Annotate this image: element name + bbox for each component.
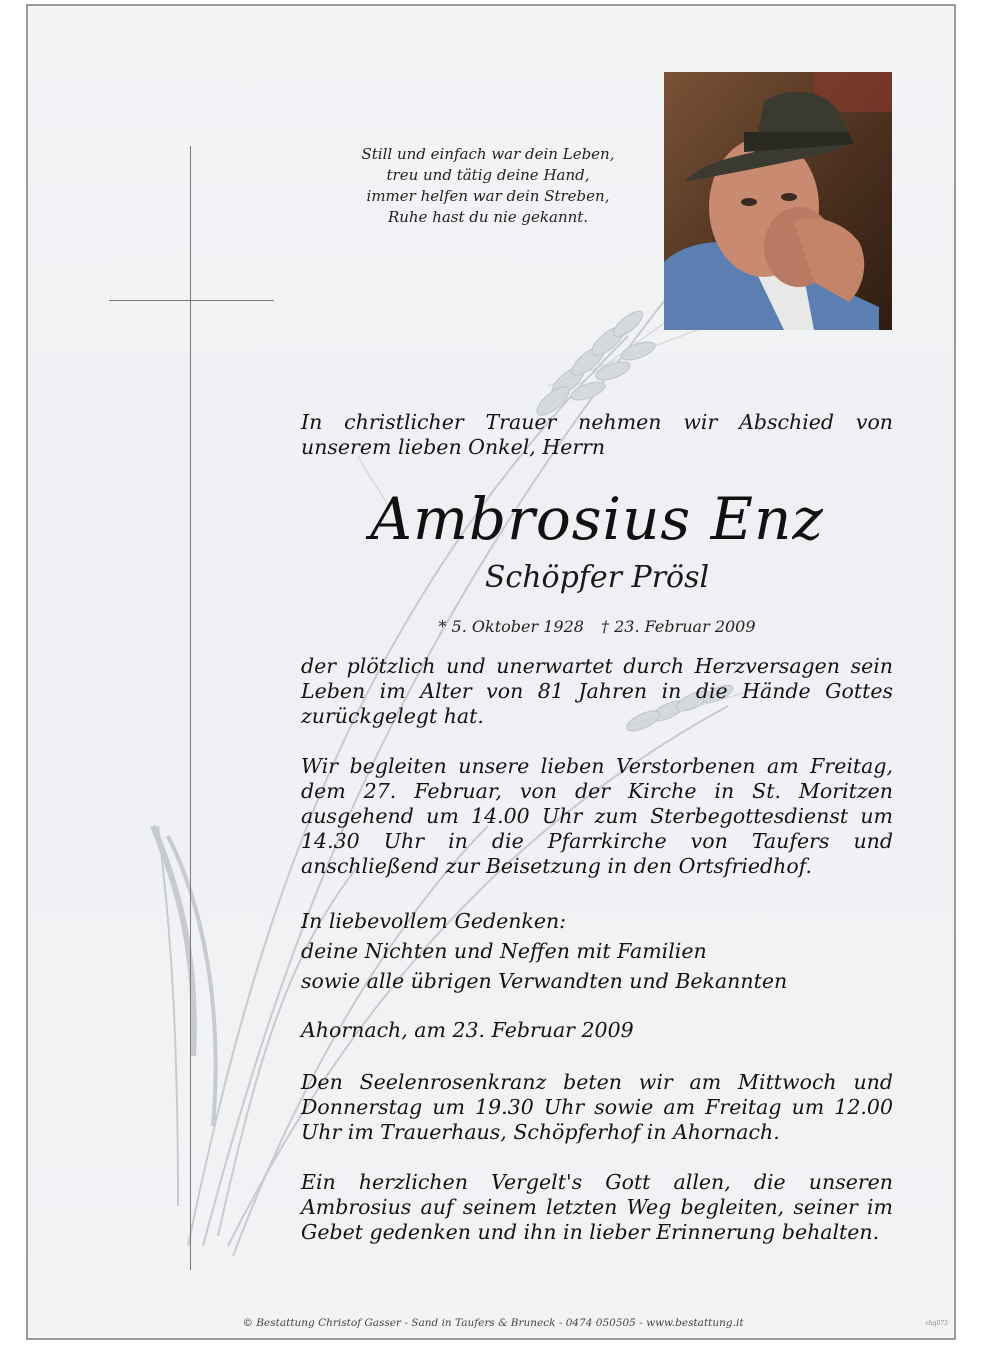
funeral-paragraph: Wir begleiten unsere lieben Verstorbenen am Freitag, dem 27. Februar, von der Kirche in St. Moritzen ausgehend um 14.00 Uhr zum Sterbegottesdienst um 14.30 Uhr in die Pfarrkirche von Taufers und anschließend zur Beisetzung in den Ortsfriedhof. bbox=[301, 754, 893, 878]
place-date: Ahornach, am 23. Februar 2009 bbox=[301, 1018, 634, 1042]
cross-vertical-line bbox=[190, 146, 191, 1270]
life-dates bbox=[301, 616, 893, 638]
farm-name: Schöpfer Prösl bbox=[484, 560, 710, 595]
deceased-name: Ambrosius Enz bbox=[370, 485, 824, 553]
portrait-photo-icon bbox=[664, 72, 892, 330]
thanks-paragraph: Ein herzlichen Vergelt's Gott allen, die unseren Ambrosius auf seinem letzten Weg begleiten, seiner im Gebet gedenken und ihn in lieber Erinnerung behalten. bbox=[301, 1170, 893, 1244]
death-paragraph: der plötzlich und unerwartet durch Herzversagen sein Leben im Alter von 81 Jahren in die Hände Gottes zurückgelegt hat. bbox=[301, 654, 893, 728]
birth-date: * 5. Oktober 1928 bbox=[438, 617, 584, 636]
poem-line: immer helfen war dein Streben, bbox=[366, 187, 610, 205]
rosary-paragraph: Den Seelenrosenkranz beten wir am Mittwoch und Donnerstag um 19.30 Uhr sowie am Freitag um 12.00 Uhr im Trauerhaus, Schöpferhof in Ahornach. bbox=[301, 1070, 893, 1144]
cross-horizontal-line bbox=[109, 300, 274, 301]
print-code: chg073 bbox=[925, 1320, 948, 1327]
obituary-card bbox=[26, 4, 956, 1340]
poem-line: Ruhe hast du nie gekannt. bbox=[387, 208, 589, 226]
poem bbox=[328, 144, 648, 228]
mourners-heading: In liebevollem Gedenken: bbox=[301, 909, 567, 933]
mourners-line: deine Nichten und Neffen mit Familien bbox=[301, 939, 707, 963]
mourners-block bbox=[301, 906, 893, 996]
poem-line: Still und einfach war dein Leben, bbox=[361, 145, 615, 163]
intro-text: In christlicher Trauer nehmen wir Abschied von unserem lieben Onkel, Herrn bbox=[301, 410, 893, 459]
mourners-line: sowie alle übrigen Verwandten und Bekannten bbox=[301, 969, 788, 993]
death-date: † 23. Februar 2009 bbox=[601, 617, 756, 636]
footer-credit: © Bestattung Christof Gasser - Sand in Taufers & Bruneck - 0474 050505 - www.bestattung.it bbox=[242, 1317, 744, 1329]
poem-line: treu und tätig deine Hand, bbox=[386, 166, 590, 184]
